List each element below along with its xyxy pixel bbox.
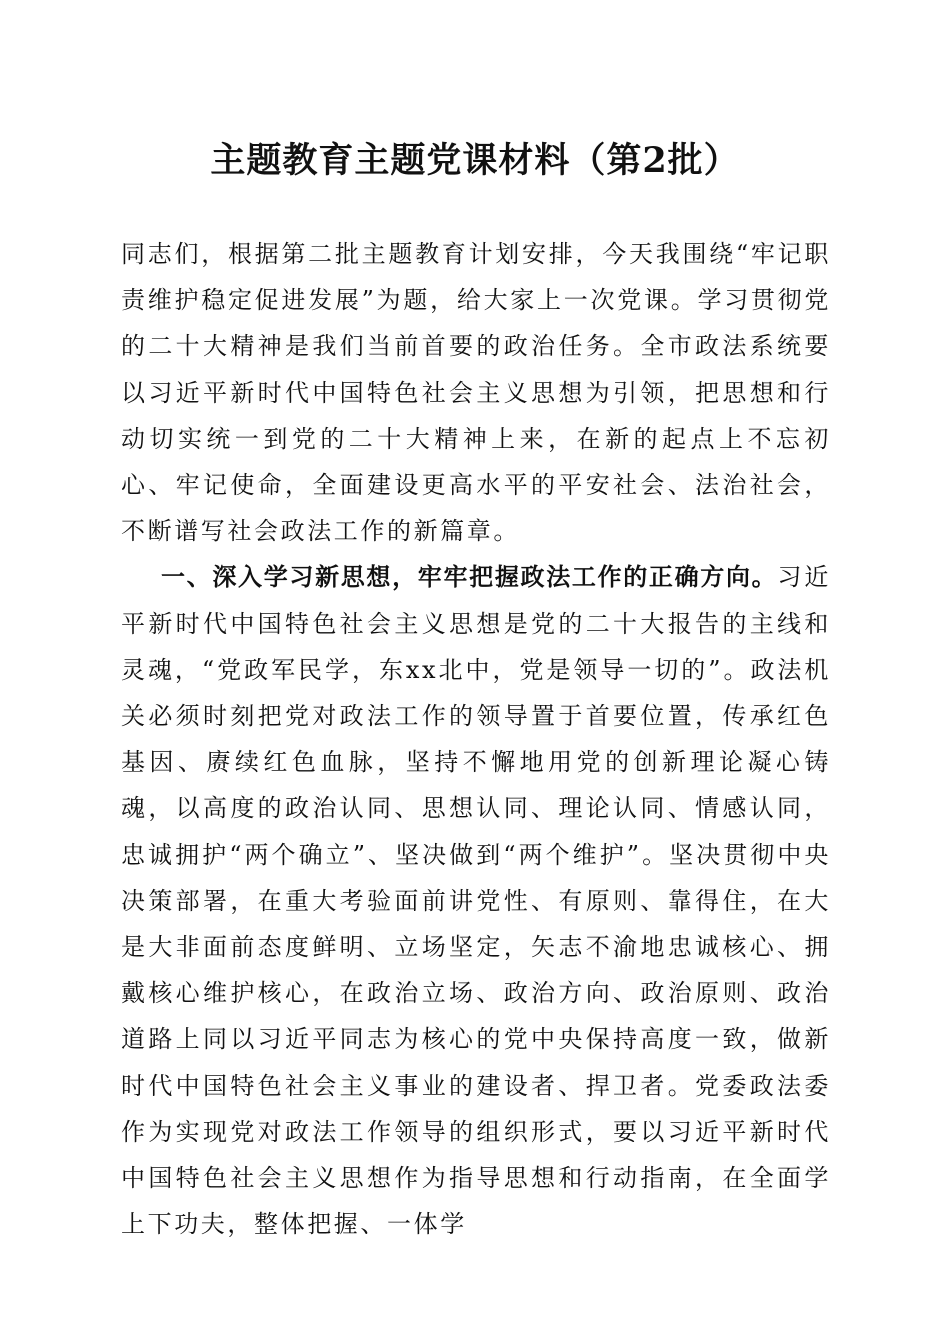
section-1-paragraph — [121, 554, 831, 1247]
document-body — [121, 231, 831, 1247]
opening-paragraph: 同志们，根据第二批主题教育计划安排，今天我围绕“牢记职责维护稳定促进发展”为题，给大家上一次党课。学习贯彻党的二十大精神是我们当前首要的政治任务。全市政法系统要以习近平新时代中国特色社会主义思想为引领，把思想和行动切实统一到党的二十大精神上来，在新的起点上不忘初心、牢记使命，全面建设更高水平的平安社会、法治社会，不断谱写社会政法工作的新篇章。 — [121, 240, 831, 546]
section-1-text: 习近平新时代中国特色社会主义思想是党的二十大报告的主线和灵魂，“党政军民学，东xx北中，党是领导一切的”。政法机关必须时刻把党对政法工作的领导置于首要位置，传承红色基因、赓续红色血脉，坚持不懈地用党的创新理论凝心铸魂，以高度的政治认同、思想认同、理论认同、情感认同，忠诚拥护“两个确立”、坚决做到“两个维护”。坚决贯彻中央决策部署，在重大考验面前讲党性、有原则、靠得住，在大是大非面前态度鲜明、立场坚定，矢志不渝地忠诚核心、拥戴核心维护核心，在政治立场、政治方向、政治原则、政治道路上同以习近平同志为核心的党中央保持高度一致，做新时代中国特色社会主义事业的建设者、捍卫者。党委政法委作为实现党对政法工作领导的组织形式，要以习近平新时代中国特色社会主义思想作为指导思想和行动指南，在全面学上下功夫，整体把握、一体学 — [121, 563, 831, 1239]
document-title: 主题教育主题党课材料（第2批） — [210, 140, 740, 181]
section-1-heading: 一、深入学习新思想，牢牢把握政法工作的正确方向。 — [161, 562, 778, 592]
